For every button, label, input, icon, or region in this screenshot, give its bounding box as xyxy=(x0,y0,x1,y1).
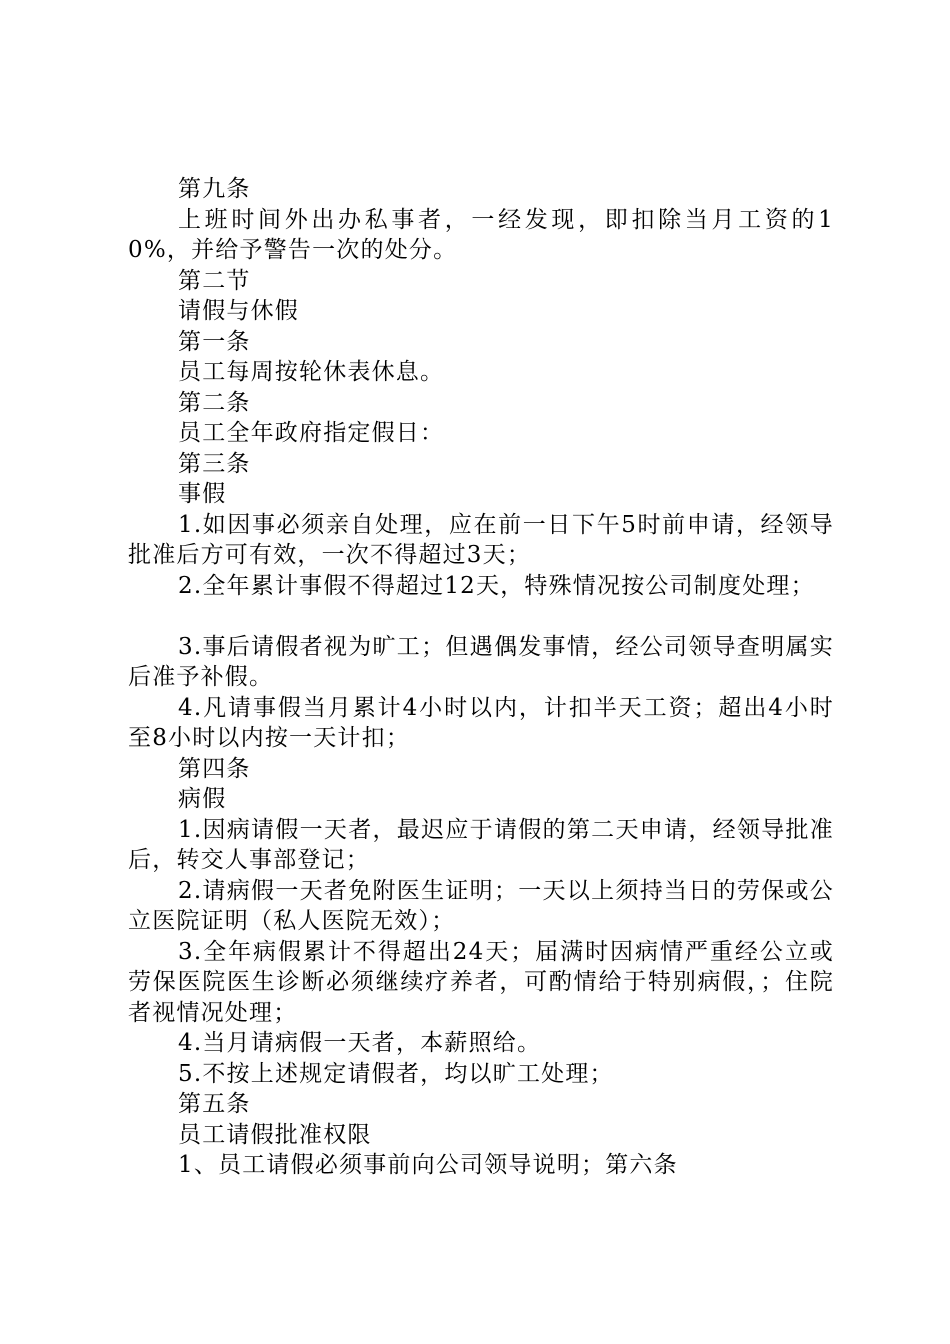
list-item: 1.如因事必须亲自处理，应在前一日下午5时前申请，经领导批准后方可有效，一次不得超过3天； xyxy=(128,511,834,568)
list-item: 4.当月请病假一天者，本薪照给。 xyxy=(178,1030,542,1056)
list-item: 4.凡请事假当月累计4小时以内，计扣半天工资；超出4小时至8小时以内按一天计扣； xyxy=(128,694,834,751)
subsection-title: 事假 xyxy=(178,481,227,507)
subsection-title: 员工请假批准权限 xyxy=(178,1121,372,1148)
article-paragraph: 员工全年政府指定假日： xyxy=(178,420,445,446)
list-item: 1、员工请假必须事前向公司领导说明；第六条 xyxy=(178,1152,678,1178)
article-paragraph: 员工每周按轮休表休息。 xyxy=(178,359,445,385)
subsection-title: 病假 xyxy=(178,786,227,812)
article-paragraph: 上班时间外出办私事者，一经发现，即扣除当月工资的10%，并给予警告一次的处分。 xyxy=(128,206,834,263)
article-heading: 第二条 xyxy=(178,389,251,416)
article-heading: 第四条 xyxy=(178,755,251,782)
blank-line xyxy=(128,601,834,632)
list-item: 2.请病假一天者免附医生证明；一天以上须持当日的劳保或公立医院证明（私人医院无效）； xyxy=(128,877,834,934)
list-item: 1.因病请假一天者，最迟应于请假的第二天申请，经领导批准后，转交人事部登记； xyxy=(128,816,834,873)
article-heading: 第三条 xyxy=(178,450,251,477)
section-heading: 第二节 xyxy=(178,267,251,294)
list-item: 5.不按上述规定请假者，均以旷工处理； xyxy=(178,1060,614,1087)
list-item: 3.全年病假累计不得超出24天；届满时因病情严重经公立或劳保医院医生诊断必须继续疗养者，可酌情给于特别病假，；住院者视情况处理； xyxy=(128,938,834,1026)
article-heading: 第五条 xyxy=(178,1091,251,1117)
list-item: 3.事后请假者视为旷工；但遇偶发事情，经公司领导查明属实后准予补假。 xyxy=(128,633,834,690)
article-heading: 第一条 xyxy=(178,328,251,355)
list-item: 2.全年累计事假不得超过12天，特殊情况按公司制度处理； xyxy=(178,572,815,599)
document-body xyxy=(128,174,834,1181)
section-title: 请假与休假 xyxy=(178,298,299,324)
article-heading: 第九条 xyxy=(178,176,251,202)
